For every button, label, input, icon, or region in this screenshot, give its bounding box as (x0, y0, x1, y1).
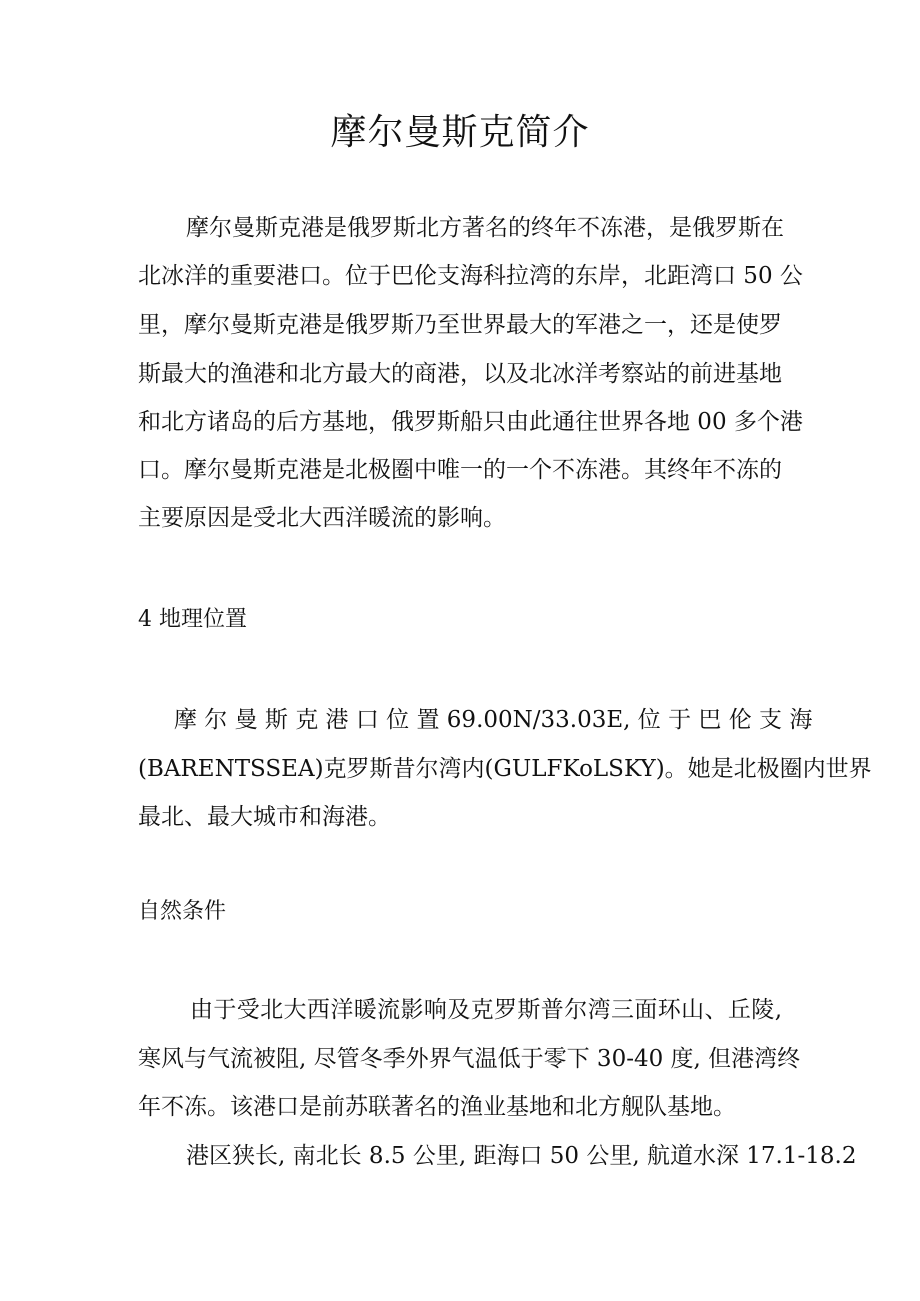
intro-line: 摩尔曼斯克港是俄罗斯北方著名的终年不冻港，是俄罗斯在 (186, 215, 784, 241)
intro-line: 里，摩尔曼斯克港是俄罗斯乃至世界最大的军港之一，还是使罗 (138, 312, 782, 338)
nature-line: 港区狭长, 南北长 8.5 公里, 距海口 50 公里, 航道水深 17.1-18.2 (186, 1143, 857, 1169)
intro-line: 和北方诸岛的后方基地，俄罗斯船只由此通往世界各地 00 多个港 (138, 409, 803, 435)
location-line: 摩 尔 曼 斯 克 港 口 位 置 69.00N/33.03E, 位 于 巴 伦 支 海 (174, 707, 813, 733)
section-heading-nature: 自然条件 (138, 899, 227, 924)
location-line: 最北、最大城市和海港。 (138, 804, 391, 830)
intro-line: 主要原因是受北大西洋暖流的影响。 (138, 505, 506, 531)
nature-line: 由于受北大西洋暖流影响及克罗斯普尔湾三面环山、丘陵, (190, 997, 782, 1023)
intro-line: 北冰洋的重要港口。位于巴伦支海科拉湾的东岸，北距湾口 50 公 (138, 263, 803, 289)
intro-line: 斯最大的渔港和北方最大的商港，以及北冰洋考察站的前进基地 (138, 361, 782, 387)
intro-line: 口。摩尔曼斯克港是北极圈中唯一的一个不冻港。其终年不冻的 (138, 457, 782, 483)
section-heading-location: 4 地理位置 (138, 607, 247, 632)
page-title: 摩尔曼斯克简介 (330, 112, 590, 153)
location-line: (BARENTSSEA)克罗斯昔尔湾内(GULFKoLSKY)。她是北极圈内世界 (138, 756, 872, 782)
nature-line: 年不冻。该港口是前苏联著名的渔业基地和北方舰队基地。 (138, 1094, 736, 1120)
nature-line: 寒风与气流被阻, 尽管冬季外界气温低于零下 30-40 度, 但港湾终 (138, 1046, 801, 1072)
